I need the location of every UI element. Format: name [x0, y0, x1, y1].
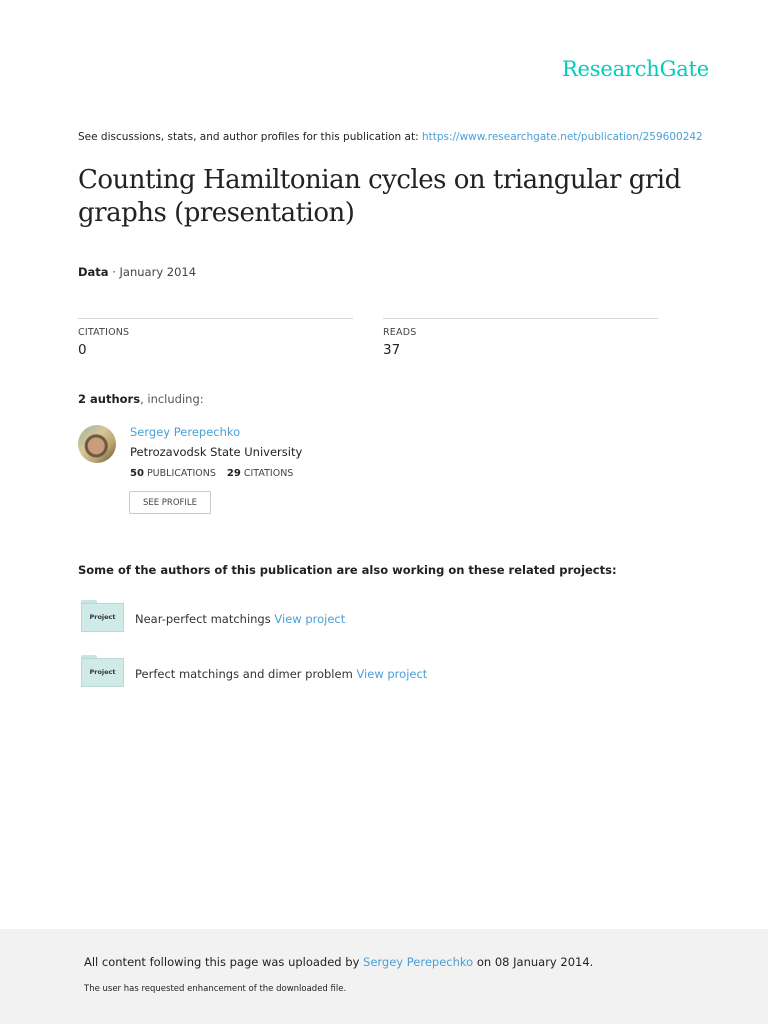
upload-suffix: on 08 January 2014. [473, 955, 594, 969]
project-item [81, 655, 681, 687]
reads-stat [383, 318, 658, 358]
project-title: Perfect matchings and dimer problem [135, 667, 357, 681]
project-folder-icon[interactable] [81, 600, 124, 632]
project-text [135, 612, 345, 626]
citations-value: 0 [78, 342, 87, 358]
author-name-link[interactable]: Sergey Perepechko [130, 425, 241, 439]
citations-stat [78, 318, 353, 358]
citations-label: CITATIONS [78, 327, 130, 338]
author-publications-count: 50 [130, 468, 144, 479]
intro-line [78, 131, 703, 143]
project-text [135, 667, 427, 681]
project-icon-label: Project [89, 613, 116, 621]
publication-title: Counting Hamiltonian cycles on triangular grid graphs (presentation) [78, 165, 681, 228]
publication-date: · January 2014 [108, 265, 197, 279]
project-folder-icon[interactable] [81, 655, 124, 687]
project-title: Near-perfect matchings [135, 612, 275, 626]
footer [0, 929, 768, 1024]
author-publications-label: PUBLICATIONS [146, 468, 216, 479]
publication-meta [78, 265, 196, 279]
authors-heading [78, 392, 204, 406]
publication-link[interactable]: https://www.researchgate.net/publication/259600242 [421, 131, 703, 143]
view-project-link[interactable]: View project [274, 612, 346, 626]
upload-line [84, 955, 593, 969]
publication-type: Data [78, 265, 109, 279]
see-profile-button[interactable]: SEE PROFILE [129, 491, 211, 514]
author-citations-label: CITATIONS [243, 468, 294, 479]
authors-suffix: , including: [140, 392, 204, 406]
related-projects-heading: Some of the authors of this publication are also working on these related projects: [78, 563, 617, 577]
intro-text: See discussions, stats, and author profiles for this publication at: [78, 131, 422, 143]
reads-label: READS [383, 327, 417, 338]
researchgate-logo[interactable]: ResearchGate [561, 57, 709, 81]
upload-prefix: All content following this page was uploaded by [84, 955, 364, 969]
view-project-link[interactable]: View project [356, 667, 428, 681]
project-icon-label: Project [89, 668, 116, 676]
project-item [81, 600, 681, 632]
author-stats [130, 468, 293, 479]
uploader-link[interactable]: Sergey Perepechko [363, 955, 474, 969]
authors-count: 2 authors [78, 392, 141, 406]
author-avatar[interactable] [78, 425, 116, 463]
reads-value: 37 [383, 342, 401, 358]
author-institution: Petrozavodsk State University [130, 445, 303, 459]
author-citations-count: 29 [226, 468, 241, 479]
footer-note: The user has requested enhancement of the downloaded file. [84, 984, 347, 994]
